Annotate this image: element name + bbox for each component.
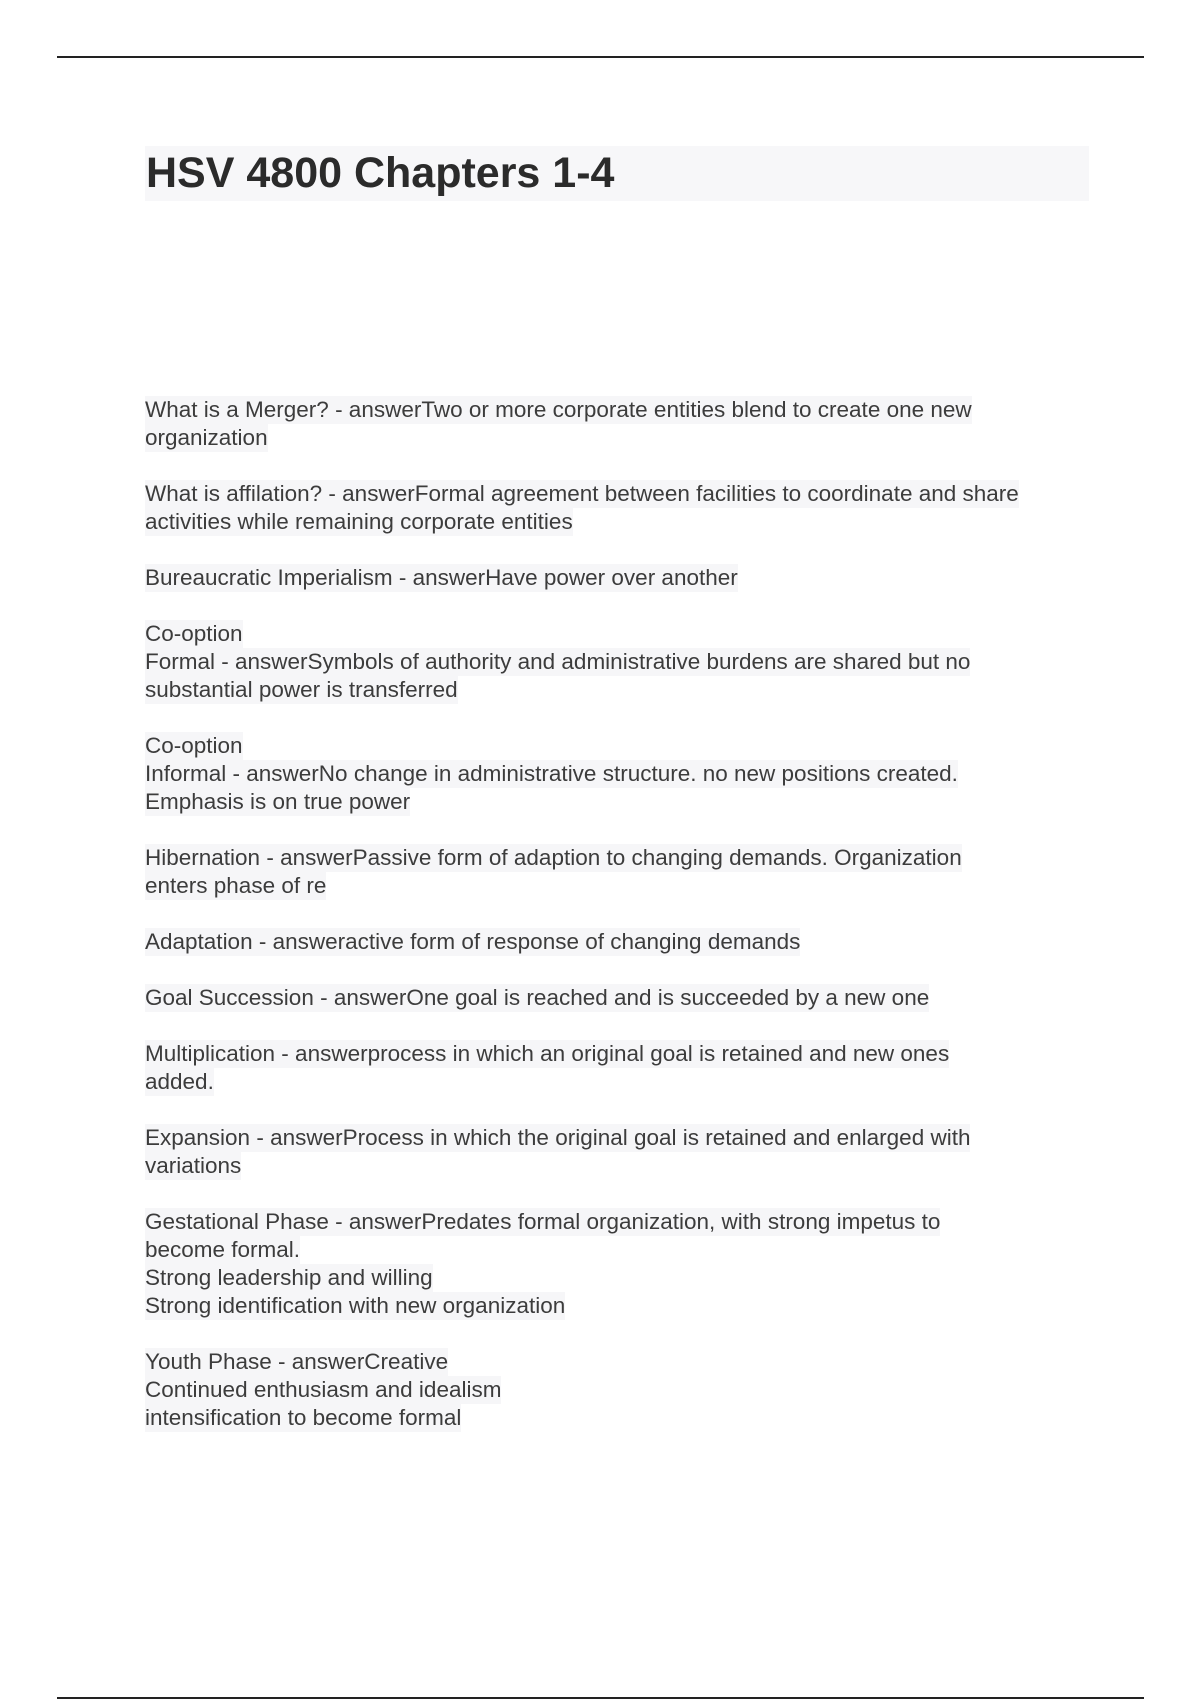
qa-item: [145, 984, 1095, 1012]
qa-text-line: Youth Phase - answerCreative: [145, 1349, 449, 1374]
qa-text-line: Continued enthusiasm and idealism: [145, 1377, 502, 1402]
qa-text-line: Formal - answerSymbols of authority and administrative burdens are shared but no: [145, 649, 971, 674]
qa-text-line: Expansion - answerProcess in which the original goal is retained and enlarged with: [145, 1125, 971, 1150]
qa-text-line: Bureaucratic Imperialism - answerHave power over another: [145, 565, 738, 590]
qa-text-line: become formal.: [145, 1237, 301, 1262]
page-title: HSV 4800 Chapters 1-4: [146, 149, 615, 197]
qa-list: [145, 396, 1095, 1460]
qa-text-line: Strong identification with new organization: [145, 1293, 566, 1318]
bottom-rule: [57, 1697, 1144, 1699]
qa-text-line: Goal Succession - answerOne goal is reached and is succeeded by a new one: [145, 985, 930, 1010]
qa-text-line: Multiplication - answerprocess in which an original goal is retained and new ones: [145, 1041, 950, 1066]
qa-text-line: activities while remaining corporate entities: [145, 509, 573, 534]
qa-text-line: substantial power is transferred: [145, 677, 458, 702]
qa-text-line: Adaptation - answeractive form of response of changing demands: [145, 929, 801, 954]
qa-text-line: added.: [145, 1069, 214, 1094]
qa-text-line: Informal - answerNo change in administrative structure. no new positions created.: [145, 761, 958, 786]
qa-text-line: Co-option: [145, 621, 243, 646]
qa-item: [145, 1124, 1095, 1180]
qa-item: [145, 480, 1095, 536]
qa-item: [145, 564, 1095, 592]
qa-text-line: Hibernation - answerPassive form of adaption to changing demands. Organization: [145, 845, 962, 870]
qa-text-line: Co-option: [145, 733, 243, 758]
qa-item: [145, 1348, 1095, 1432]
qa-text-line: What is a Merger? - answerTwo or more corporate entities blend to create one new: [145, 397, 972, 422]
qa-text-line: variations: [145, 1153, 242, 1178]
qa-text-line: Emphasis is on true power: [145, 789, 411, 814]
qa-text-line: organization: [145, 425, 268, 450]
qa-item: [145, 844, 1095, 900]
qa-item: [145, 620, 1095, 704]
qa-item: [145, 1040, 1095, 1096]
qa-item: [145, 928, 1095, 956]
qa-text-line: intensification to become formal: [145, 1405, 462, 1430]
qa-text-line: Gestational Phase - answerPredates formal organization, with strong impetus to: [145, 1209, 941, 1234]
qa-item: [145, 732, 1095, 816]
top-rule: [57, 56, 1144, 58]
qa-text-line: Strong leadership and willing: [145, 1265, 433, 1290]
qa-item: [145, 396, 1095, 452]
qa-text-line: What is affilation? - answerFormal agreement between facilities to coordinate and share: [145, 481, 1019, 506]
qa-text-line: enters phase of re: [145, 873, 327, 898]
qa-item: [145, 1208, 1095, 1320]
